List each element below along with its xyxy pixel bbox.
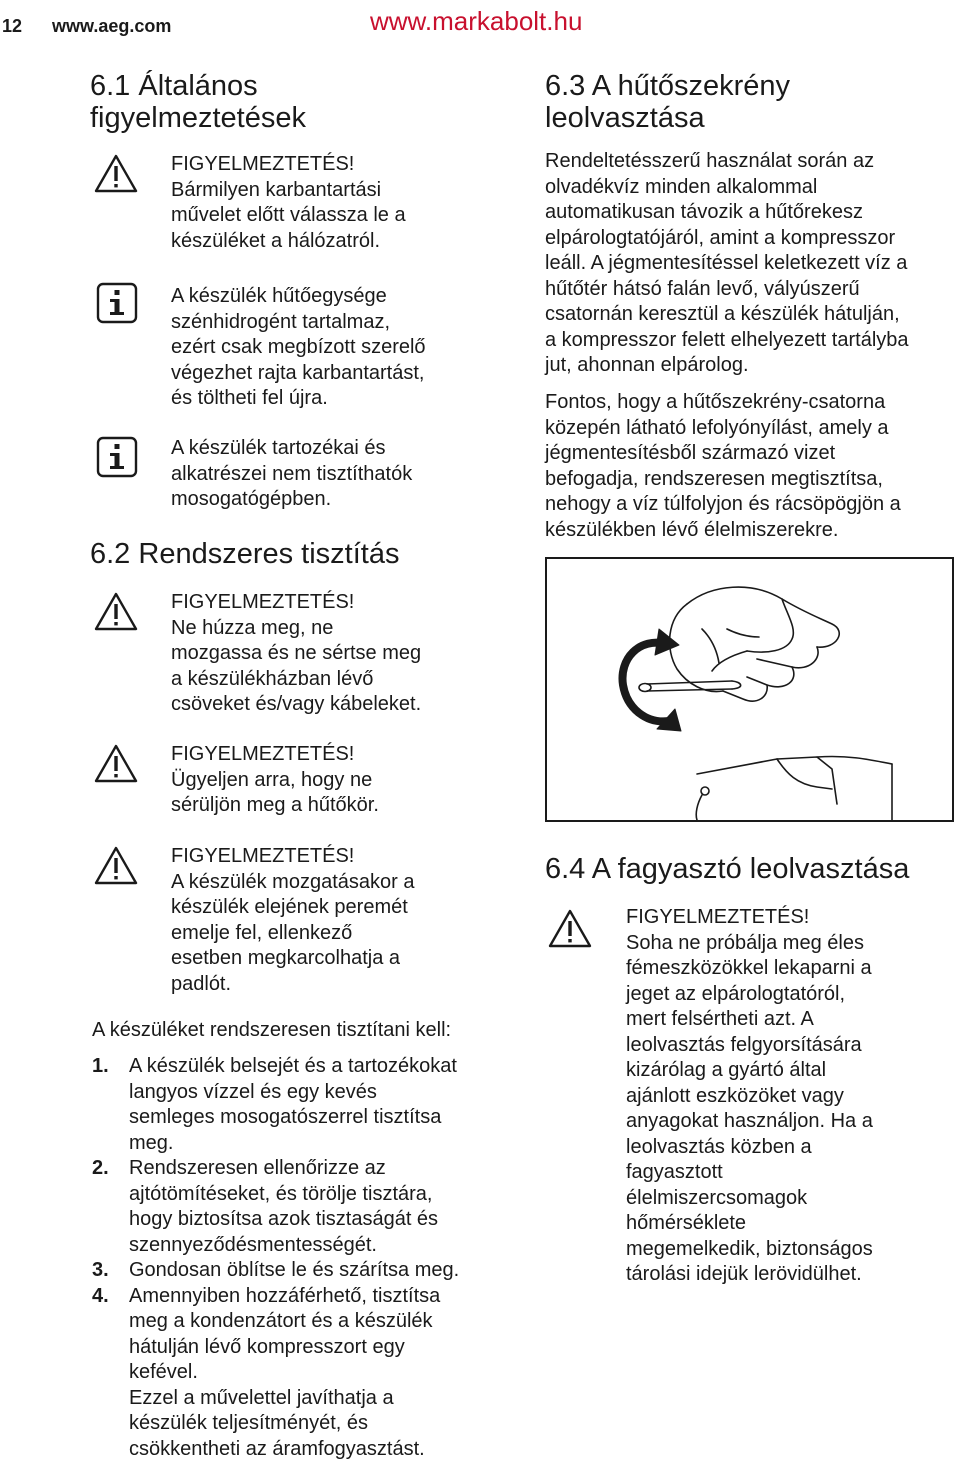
step-number: 1. xyxy=(92,1055,109,1077)
section-6-1-title: 6.1 Általános figyelmeztetések xyxy=(90,70,306,134)
warning-triangle-icon xyxy=(94,846,138,886)
list-item xyxy=(92,1258,522,1284)
warning-triangle-icon xyxy=(94,154,138,194)
section-6-2-title: 6.2 Rendszeres tisztítás xyxy=(90,538,400,570)
step-number: 3. xyxy=(92,1259,109,1281)
warning-pipes-cables: FIGYELMEZTETÉS! Ne húzza meg, ne mozgassa és ne sértse meg a készülékházban lévő csöveket és/vagy kábeleket. xyxy=(171,591,422,715)
warning-triangle-icon xyxy=(94,592,138,632)
warning-disconnect: FIGYELMEZTETÉS! Bármilyen karbantartási művelet előtt válassza le a készüléket a hálózatról. xyxy=(171,153,406,252)
warning-cooling-circuit: FIGYELMEZTETÉS! Ügyeljen arra, hogy ne sérüljön meg a hűtőkör. xyxy=(171,743,379,816)
step-text: Amennyiben hozzáférhető, tisztítsa meg a kondenzátort és a készülék hátulján lévő kompresszort egy kefével. Ezzel a művelettel javíthatja a készülék teljesítményét, és csökkentheti az áramfogyasztást. xyxy=(129,1284,441,1460)
step-number: 4. xyxy=(92,1284,109,1307)
info-icon xyxy=(96,436,138,478)
warning-freezer-defrost: FIGYELMEZTETÉS! Soha ne próbálja meg éles fémeszközökkel lekaparni a jeget az elpárologtatóról, mert felsértheti azt. A leolvasztás felgyorsítására kizárólag a gyártó által ajánlott eszközöket vagy anyagokat használjon. Ha a leolvasztás közben a fagyasztott élelmiszercsomagok hőmérséklete megemelkedik, biztonságos tárolási idejük lerövidülhet. xyxy=(626,906,873,1285)
section-6-4-title: 6.4 A fagyasztó leolvasztása xyxy=(545,853,910,885)
list-item xyxy=(92,1284,522,1463)
step-text: Rendszeresen ellenőrizze az ajtótömítéseket, és törölje tisztára, hogy biztosítsa azok tisztaságát és szennyeződésmentességét. xyxy=(129,1157,439,1256)
cleaning-intro: A készüléket rendszeresen tisztítani kell: xyxy=(92,1019,452,1041)
watermark-url: www.markabolt.hu xyxy=(370,6,583,36)
defrost-fridge-paragraph-2: Fontos, hogy a hűtőszekrény-csatorna közepén látható lefolyónyílást, amely a jégmentesítésből származó vizet befogadja, rendszeresen megtisztítsa, nehogy a víz túlfolyjon és rácsöpögjön a készülékben lévő élelmiszerekre. xyxy=(545,391,901,541)
page-number: 12 xyxy=(2,16,23,36)
section-6-3-title: 6.3 A hűtőszekrény leolvasztása xyxy=(545,70,791,134)
cleaning-steps xyxy=(92,1054,522,1462)
info-refrigerant: A készülék hűtőegysége szénhidrogént tartalmaz, ezért csak megbízott szerelő végezhet rajta karbantartást, és töltheti fel újra. xyxy=(171,285,426,409)
hand-cleaning-drain-drawing xyxy=(547,559,952,820)
step-text: Gondosan öblítse le és szárítsa meg. xyxy=(129,1259,460,1281)
list-item xyxy=(92,1156,522,1258)
info-icon xyxy=(96,282,138,324)
warning-triangle-icon xyxy=(548,909,592,949)
info-dishwasher: A készülék tartozékai és alkatrészei nem tisztíthatók mosogatógépben. xyxy=(171,437,413,510)
step-text: A készülék belsejét és a tartozékokat langyos vízzel és egy kevés semleges mosogatószerrel tisztítsa meg. xyxy=(129,1055,457,1154)
defrost-fridge-paragraph-1: Rendeltetésszerű használat során az olvadékvíz minden alkalommal automatikusan távozik a hűtőrekesz elpárologtatójáról, amint a kompresszor leáll. A jégmentesítéssel keletkezett víz a hűtőtér hátsó falán levő, vályúszerű csatornán keresztül a készülék hátulján, a kompresszor felett elhelyezett tartályba jut, ahonnan elpárolog. xyxy=(545,150,909,376)
list-item xyxy=(92,1054,522,1156)
drain-cleaning-illustration xyxy=(545,557,954,822)
site-url: www.aeg.com xyxy=(52,16,172,36)
warning-moving-appliance: FIGYELMEZTETÉS! A készülék mozgatásakor a készülék elejének peremét emelje fel, ellenkező esetben megkarcolhatja a padlót. xyxy=(171,845,415,995)
step-number: 2. xyxy=(92,1157,109,1179)
warning-triangle-icon xyxy=(94,744,138,784)
